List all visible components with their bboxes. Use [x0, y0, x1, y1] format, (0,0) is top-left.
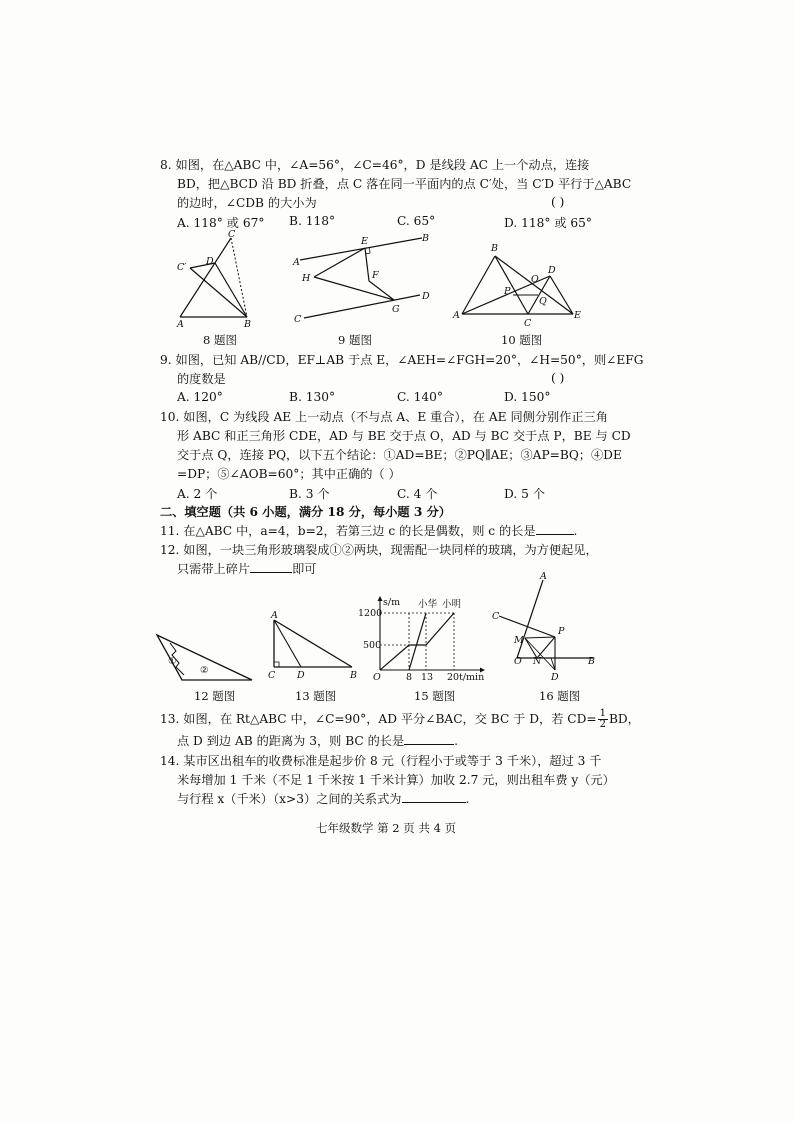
fig15-label-xiaohua: 小华	[418, 599, 438, 610]
fig8-label-c-prime: C′	[177, 262, 187, 273]
fig9-label-e: E	[361, 236, 368, 247]
fig12-label-piece-1: ①	[168, 656, 177, 667]
fig15-label-t-axis: t/min	[459, 672, 485, 683]
q13-text-c: 点 D 到边 AB 的距离为 3，则 BC 的长是	[177, 734, 405, 748]
q9-options	[177, 390, 617, 406]
fig16-label-p: P	[558, 626, 565, 637]
fig15-label-500: 500	[363, 640, 382, 651]
q10-line-1: 10. 如图，C 为线段 AE 上一动点（不与点 A、E 重合），在 AE 同侧分别作正三角	[160, 410, 608, 424]
fig8-caption: 8 题图	[203, 333, 237, 347]
q11-end: .	[573, 524, 578, 538]
fig10-label-q: Q	[539, 296, 547, 307]
q10-option-c: C. 4 个	[397, 487, 438, 501]
q14-answer-blank[interactable]	[402, 791, 466, 803]
fig8-label-d: D	[206, 256, 214, 267]
q10-line-2: 形 ABC 和正三角形 CDE，AD 与 BE 交于点 O，AD 与 BC 交于点 P，BE 与 CD	[177, 429, 631, 443]
fig15-label-20: 20	[447, 672, 460, 683]
section-2-title: 二、填空题（共 6 小题，满分 18 分，每小题 3 分）	[160, 505, 451, 519]
fig13-label-c: C	[268, 670, 276, 681]
q8-option-c: C. 65°	[397, 214, 436, 228]
q13-fraction	[598, 709, 608, 730]
q9-option-c: C. 140°	[397, 390, 443, 404]
figure-12	[152, 625, 262, 690]
q13-text-b: BD，	[608, 712, 640, 726]
fig8-label-a: A	[177, 319, 184, 330]
fig15-label-13: 13	[421, 672, 434, 683]
q11-line	[160, 523, 577, 539]
fig15-label-1200: 1200	[358, 608, 383, 619]
fig9-label-h: H	[302, 273, 311, 284]
figure-10	[450, 238, 590, 338]
fig16-label-m: M	[514, 635, 524, 646]
fig10-caption: 10 题图	[501, 333, 543, 347]
q14-text-a: 与行程 x（千米）（x>3）之间的关系式为	[177, 792, 402, 806]
page-footer: 七年级数学 第 2 页 共 4 页	[316, 821, 457, 835]
q9-line-1: 9. 如图，已知 AB//CD，EF⊥AB 于点 E，∠AEH=∠FGH=20°，∠H=50°，则∠EFG	[160, 353, 644, 367]
q14-line-3	[177, 791, 469, 807]
fig8-label-c: C	[228, 229, 236, 240]
fig15-label-s-axis: s/m	[383, 597, 401, 608]
fig15-label-8: 8	[406, 672, 413, 683]
fig10-label-e: E	[574, 310, 581, 321]
figure-9	[290, 228, 440, 338]
q10-option-d: D. 5 个	[504, 487, 545, 501]
fig15-label-origin: O	[373, 672, 381, 683]
fig10-label-o: O	[531, 274, 539, 285]
figure-13	[262, 610, 362, 685]
q13-text-d: .	[454, 734, 459, 748]
fig16-label-c: C	[492, 611, 500, 622]
q12-line-2	[177, 561, 317, 577]
q14-line-2: 米每增加 1 千米（不足 1 千米按 1 千米计算）加收 2.7 元，则出租车费 y（元）	[177, 773, 615, 787]
q12-answer-blank[interactable]	[250, 561, 292, 573]
q9-option-d: D. 150°	[504, 390, 551, 404]
fig15-caption: 15 题图	[414, 689, 456, 703]
fig9-label-a: A	[293, 257, 300, 268]
q12-text-a: 只需带上碎片	[177, 562, 251, 576]
fig10-label-b: B	[491, 243, 498, 254]
fig12-label-piece-2: ②	[200, 665, 209, 676]
q11-answer-blank[interactable]	[536, 523, 574, 535]
fig9-caption: 9 题图	[338, 333, 372, 347]
figure-8	[170, 228, 270, 338]
q13-fraction-denominator: 2	[599, 719, 606, 730]
fig9-label-b: B	[422, 233, 429, 244]
q10-option-a: A. 2 个	[177, 487, 218, 501]
q10-line-3: 交于点 Q，连接 PQ，以下五个结论：①AD=BE；②PQ∥AE；③AP=BQ；④DE	[177, 448, 622, 462]
q11-text: 11. 在△ABC 中，a=4，b=2，若第三边 c 的长是偶数，则 c 的长是	[160, 524, 536, 538]
fig16-label-n: N	[533, 656, 542, 667]
fig15-label-xiaoming: 小明	[442, 599, 462, 610]
q13-fraction-numerator: 1	[599, 708, 606, 719]
fig16-label-a: A	[540, 571, 547, 582]
q8-option-b: B. 118°	[289, 214, 336, 228]
fig9-label-f: F	[372, 270, 379, 281]
q9-line-2: 的度数是	[177, 372, 226, 386]
fig16-label-o: O	[514, 656, 522, 667]
q9-option-a: A. 120°	[177, 390, 223, 404]
fig8-label-b: B	[244, 319, 251, 330]
fig13-label-b: B	[350, 670, 357, 681]
fig10-label-a: A	[453, 310, 460, 321]
fig13-caption: 13 题图	[295, 689, 337, 703]
q13-line-1	[160, 709, 640, 730]
fig9-label-d: D	[422, 291, 430, 302]
fig9-label-c: C	[294, 314, 302, 325]
fig10-label-d: D	[548, 265, 556, 276]
q8-answer-paren: ( )	[551, 195, 565, 209]
q13-line-2	[177, 733, 458, 749]
q8-line-1: 8. 如图，在△ABC 中，∠A=56°，∠C=46°，D 是线段 AC 上一个动点，连接	[160, 158, 590, 172]
figure-15	[358, 595, 488, 685]
fig12-caption: 12 题图	[194, 689, 236, 703]
q13-text-a: 13. 如图，在 Rt△ABC 中，∠C=90°，AD 平分∠BAC，交 BC 于 D，若 CD=	[160, 712, 597, 726]
q13-answer-blank[interactable]	[404, 733, 454, 745]
q10-options	[177, 485, 617, 501]
fig9-label-g: G	[392, 304, 400, 315]
fig10-label-p: P	[504, 286, 511, 297]
q8-option-a: A. 118° 或 67°	[177, 216, 265, 230]
fig13-label-d: D	[297, 670, 305, 681]
q12-line-1: 12. 如图，一块三角形玻璃裂成①②两块，现需配一块同样的玻璃，为方便起见，	[160, 543, 598, 557]
figure-16	[485, 570, 600, 685]
fig16-label-b: B	[588, 656, 595, 667]
q10-option-b: B. 3 个	[289, 487, 330, 501]
fig10-label-c: C	[524, 318, 532, 329]
q9-answer-paren: ( )	[551, 371, 565, 385]
q14-line-1: 14. 某市区出租车的收费标准是起步价 8 元（行程小于或等于 3 千米），超过 3 千	[160, 754, 602, 768]
fig16-caption: 16 题图	[539, 689, 581, 703]
q8-option-d: D. 118° 或 65°	[504, 216, 592, 230]
q8-line-3: 的边时，∠CDB 的大小为	[177, 196, 317, 210]
q10-line-4: =DP；⑤∠AOB=60°；其中正确的（ ）	[177, 467, 401, 481]
fig16-label-d: D	[551, 672, 559, 683]
q9-option-b: B. 130°	[289, 390, 336, 404]
q12-text-b: 即可	[292, 562, 317, 576]
fig13-label-a: A	[271, 610, 278, 621]
q8-line-2: BD，把△BCD 沿 BD 折叠，点 C 落在同一平面内的点 C′处，当 C′D 平行于△ABC	[177, 177, 632, 191]
q14-text-b: .	[465, 792, 470, 806]
